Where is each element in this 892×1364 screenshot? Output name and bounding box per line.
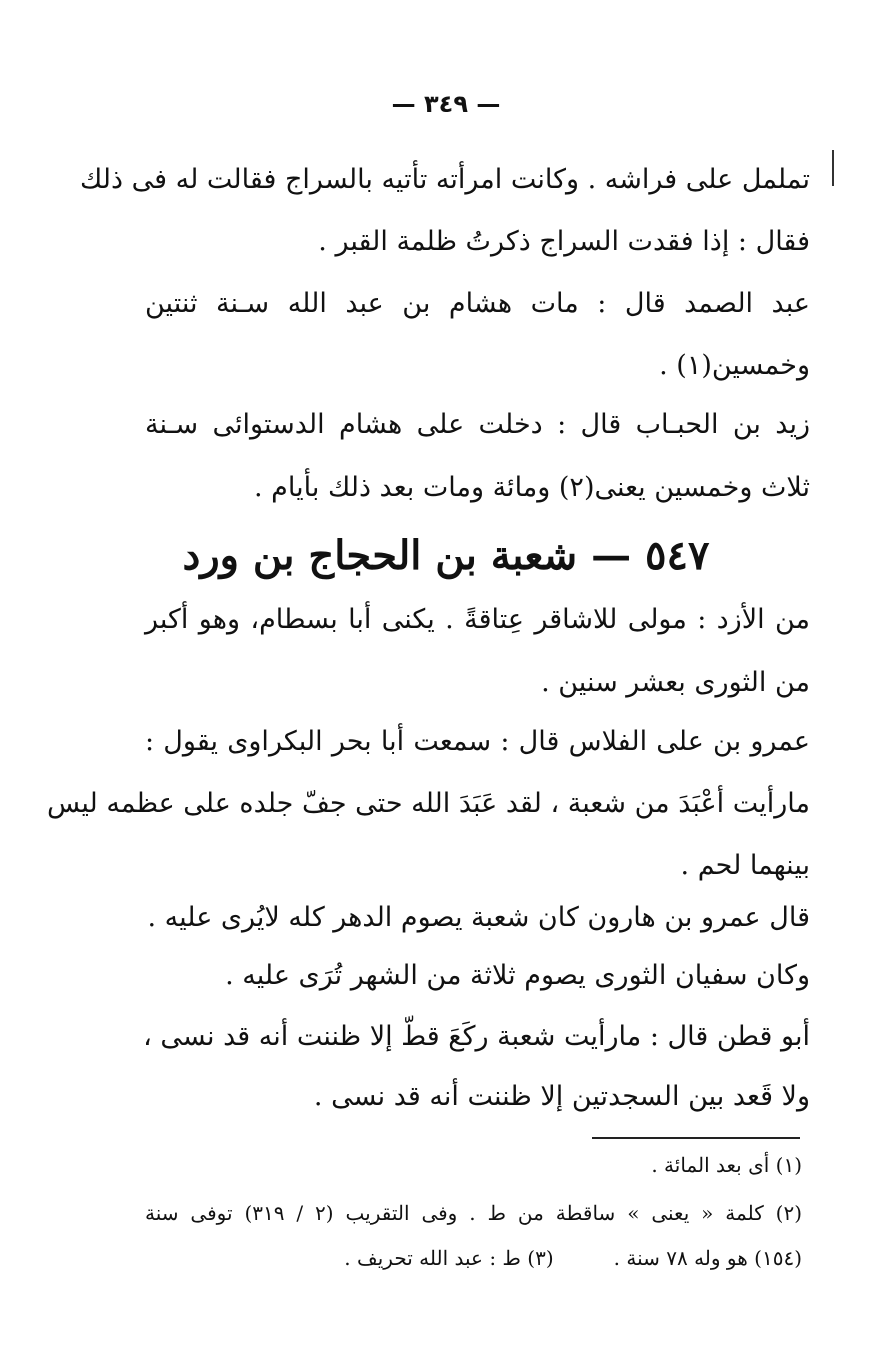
text-line: تململ على فراشه . وكانت امرأته تأتيه بالسراج فقالت له فى ذلك [80, 164, 810, 195]
footnote-separator [592, 1137, 800, 1139]
text-line: من الثورى بعشر سنين . [541, 667, 810, 698]
footnote-1: (١) أى بعد المائة . [651, 1153, 802, 1177]
text-line: وخمسين(١) . [659, 350, 810, 381]
text-line: بينهما لحم . [680, 850, 810, 881]
text-line: مارأيت أعْبَدَ من شعبة ، لقد عَبَدَ الله حتى جفّ جلده على عظمه ليس [46, 788, 810, 819]
text-line: عبد الصمد قال : مات هشام بن عبد الله سـنة ثنتين [145, 288, 810, 319]
footnote-row [344, 1243, 802, 1273]
text-line: زيد بن الحبـاب قال : دخلت على هشام الدستوائى سـنة [145, 409, 810, 440]
text-line: أبو قطن قال : مارأيت شعبة ركَعَ قطّ إلا ظننت أنه قد نسى ، [143, 1021, 810, 1052]
text-line: عمرو بن على الفلاس قال : سمعت أبا بحر البكراوى يقول : [145, 726, 810, 757]
footnote-2-line-1: (٢) كلمة « يعنى » ساقطة من ط . وفى التقريب (٢ / ٣١٩) توفى سنة [145, 1201, 802, 1225]
text-line: ولا قَعد بين السجدتين إلا ظننت أنه قد نسى . [313, 1081, 810, 1112]
page-number: — ٣٤٩ — [391, 90, 501, 118]
text-line: من الأزد : مولى للاشاقر عِتاقةً . يكنى أبا بسطام، وهو أكبر [145, 604, 810, 635]
text-line: قال عمرو بن هارون كان شعبة يصوم الدهر كله لايُرى عليه . [147, 902, 810, 933]
footnote-2-line-2: (١٥٤) هو وله ٧٨ سنة . [613, 1246, 802, 1270]
text-line: وكان سفيان الثورى يصوم ثلاثة من الشهر تُرَى عليه . [225, 960, 810, 991]
text-line: ثلاث وخمسين يعنى(٢) ومائة ومات بعد ذلك بأيام . [254, 472, 810, 503]
entry-heading: ٥٤٧ — شعبة بن الحجاج بن ورد [182, 532, 710, 579]
footnote-3: (٣) ط : عبد الله تحريف . [344, 1246, 554, 1270]
margin-mark [832, 150, 834, 186]
text-line: فقال : إذا فقدت السراج ذكرتُ ظلمة القبر . [318, 226, 810, 257]
